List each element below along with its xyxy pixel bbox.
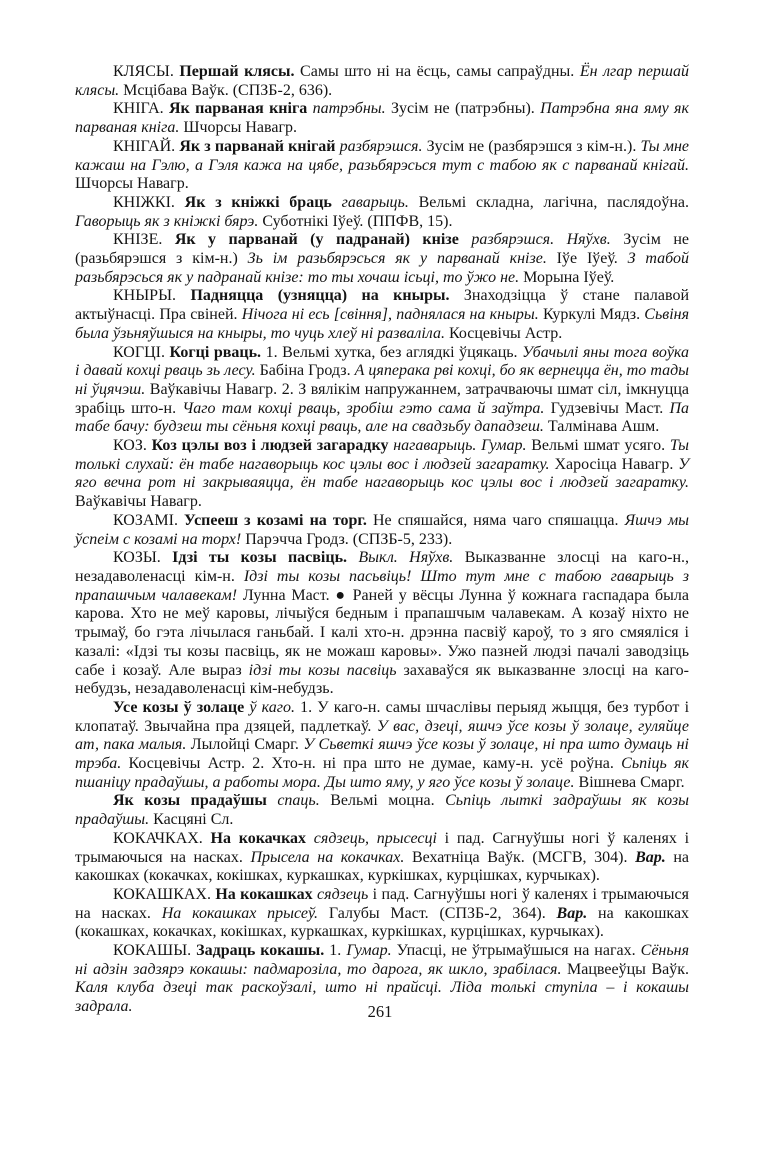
text-run: КОКАШКАХ. bbox=[113, 885, 216, 903]
text-run: Косцевічы Астр. bbox=[448, 324, 563, 342]
text-run: Морына Іўеў. bbox=[523, 268, 615, 286]
dictionary-entry bbox=[75, 512, 689, 549]
text-run: Мацвееўцы Ваўк. bbox=[567, 960, 689, 978]
dictionary-entry bbox=[75, 231, 689, 287]
text-run: Задраць кокашы. bbox=[196, 942, 330, 960]
text-run: Патрэбна яна яму як парваная кніга. bbox=[75, 100, 689, 137]
text-run: Вельмі моцна. bbox=[330, 792, 446, 810]
text-run: З табой разьбярэсься як у падранай кнізе: то ты хочаш ісьці, то ўжо не. bbox=[75, 250, 690, 286]
text-run: ідзі ты козы пасвіць bbox=[248, 661, 404, 679]
page-number: 261 bbox=[367, 1002, 393, 1021]
text-run: Каля клуба дзеці так раскоўзалі, што ні прайсці. Ліда толькі ступіла – і кокашы задрала. bbox=[75, 979, 689, 1016]
text-run: Упасці, не ўтрымаўшыся на нагах. bbox=[396, 942, 641, 960]
text-run: КНІЗЕ. bbox=[113, 231, 175, 249]
text-run: сядзець bbox=[317, 885, 373, 903]
text-run: спаць. bbox=[277, 792, 331, 810]
text-run: КОКАЧКАХ. bbox=[113, 829, 211, 847]
text-run: Ты толькі слухай: ён табе нагаворыць кос цэлы вос і людзей загаратку. bbox=[75, 437, 689, 473]
text-run: Коз цэлы воз і людзей загарадку bbox=[151, 437, 394, 455]
text-run: Мсцібава Ваўк. (СПЗБ-2, 636). bbox=[123, 81, 333, 99]
text-run: Касцяні Сл. bbox=[153, 811, 234, 829]
text-run: Чаго там кохці рваць, зробіш гэто сама й заўтра. bbox=[182, 399, 551, 417]
text-run: Ваўкавічы Навагр. 2. З вялікім напружаннем, затрачваючы шмат сіл, імкнуцца зрабіць што-н. bbox=[75, 380, 690, 417]
dictionary-entry bbox=[75, 830, 689, 886]
text-run: Як з кніжкі браць bbox=[184, 193, 342, 211]
text-run: Сьвіня была ўзьняўшыся на кныры, то чуць хлеў ні разваліла. bbox=[75, 306, 690, 342]
text-run: Убачылі яны тога воўка і давай кохці рваць зь лесу. bbox=[75, 343, 690, 380]
text-run: Як парваная кніга bbox=[168, 100, 313, 118]
text-run: Вар. bbox=[635, 848, 674, 866]
text-run: Галубы Маст. (СПЗБ-2, 364). bbox=[328, 904, 557, 922]
text-run: захаваўся як выказванне злосці на каго-небудзь, незадаволенасці кім-небудзь. bbox=[75, 661, 690, 698]
text-run: Вішнева Смарг. bbox=[578, 773, 685, 791]
text-run: КОЗ. bbox=[113, 437, 152, 455]
dictionary-entry bbox=[75, 549, 689, 699]
text-block bbox=[75, 63, 689, 1017]
dictionary-entry bbox=[75, 287, 689, 343]
text-run: Лылойці Смарг. bbox=[190, 736, 304, 754]
text-run: Зь ім разьбярэсься як у парванай кнізе. bbox=[247, 250, 557, 268]
text-run: разбярэшся. bbox=[339, 137, 427, 155]
text-run: Шчорсы Навагр. bbox=[75, 175, 189, 193]
text-run: Сьпіць як пшаніцу прадаўшы, а работы мора. Ды што яму, у яго ўсе козы ў золаце. bbox=[75, 755, 690, 791]
text-run: Шчорсы Навагр. bbox=[183, 119, 298, 137]
text-run: Косцевічы Астр. 2. Хто-н. ні пра што не думае, каму-н. усё роўна. bbox=[128, 755, 622, 773]
text-run: У яго вечна рот ні закрываяцца, ён табе нагаворыць кос цэлы вос і людзей загаратку. bbox=[75, 455, 690, 492]
text-run: Вельмі складна, лагічна, паслядоўна. bbox=[418, 193, 690, 211]
text-run: КЛЯСЫ. bbox=[113, 63, 180, 80]
text-run: А цяперака рві кохці, бо як вернецца ён, то тады ні ўцячэш. bbox=[75, 362, 690, 398]
text-run: Вельмі шмат усяго. bbox=[531, 437, 670, 455]
text-run: Як з парванай кнігай bbox=[179, 137, 340, 155]
text-run: нагаварыць. Гумар. bbox=[393, 437, 532, 455]
text-run: КНЫРЫ. bbox=[113, 287, 191, 305]
text-run: Не спяшайся, няма чаго спяшацца. bbox=[372, 511, 625, 529]
text-run: На кокачках bbox=[210, 829, 314, 847]
text-run: Ваўкавічы Навагр. bbox=[75, 493, 202, 511]
text-run: На кокашках прысеў. bbox=[161, 904, 329, 922]
text-run: Зусім не (патрэбны). bbox=[390, 100, 541, 118]
text-run: Падняцца (узняцца) на кныры. bbox=[190, 287, 464, 305]
text-run: КОЗЫ. bbox=[113, 549, 173, 567]
text-run: Зусім не (разбярэшся з кім-н.). bbox=[426, 137, 641, 155]
dictionary-entry bbox=[75, 63, 689, 100]
dictionary-entry bbox=[75, 194, 689, 231]
text-run: Гудзевічы Маст. bbox=[550, 399, 670, 417]
dictionary-entry bbox=[75, 138, 689, 194]
dictionary-entry bbox=[75, 437, 689, 512]
text-run: Парэчча Гродз. (СПЗБ-5, 233). bbox=[245, 530, 453, 548]
text-run: Выкл. Няўхв. bbox=[358, 549, 465, 567]
text-run: Когці рваць. bbox=[169, 343, 266, 361]
text-run: Першай клясы. bbox=[179, 63, 301, 80]
text-run: КОЗАМІ. bbox=[113, 511, 185, 529]
text-run: і пад. Сагнуўшы ногі ў каленях і трымаючыся на насках. bbox=[75, 829, 690, 866]
text-run: КНІГА. bbox=[113, 100, 169, 118]
text-run: 1. Вельмі хутка, без аглядкі ўцякаць. bbox=[265, 343, 523, 361]
text-run: Ты мне кажаш на Гэлю, а Гэля кажа на цябе, разьбярэсься тут с табою як с парванай кнігай. bbox=[75, 137, 690, 174]
text-run: КОКАШЫ. bbox=[113, 942, 197, 960]
dictionary-entry bbox=[75, 699, 689, 793]
dictionary-entry bbox=[75, 344, 689, 438]
text-run: Вар. bbox=[556, 904, 599, 922]
text-run: Нічога ні есь [свіння], паднялася на кныры. bbox=[241, 306, 543, 324]
text-run: Харосіца Навагр. bbox=[554, 455, 679, 473]
text-run: Сьпіць лыткі задраўшы як козы прадаўшы. bbox=[75, 792, 689, 829]
text-run: і пад. Сагнуўшы ногі ў каленях і трымаючыся на насках. bbox=[75, 885, 689, 922]
text-run: Ён лгар першай клясы. bbox=[75, 63, 689, 99]
text-run: Усе козы ў золаце bbox=[113, 698, 250, 716]
text-run: Выказванне злосці на каго-н., незадаволенасці кім-н. bbox=[75, 549, 690, 585]
text-run: сядзець, прысесці bbox=[313, 829, 445, 847]
text-run: У Сьветкі яшчэ ўсе козы ў золаце, ні пра што думаць ні трэба. bbox=[75, 736, 689, 773]
text-run: на какошках (кокачках, кокішках, куркашках, куркішках, курцішках, курчыках). bbox=[75, 848, 689, 885]
text-run: 1. У каго-н. самы шчаслівы перыяд жыцця, без турбот і клопатаў. Звычайна пра дзяцей, падлеткаў. bbox=[75, 698, 690, 735]
text-run: 1. bbox=[329, 942, 347, 960]
text-run: Па табе бачу: будзеш ты сёньня кохці рваць, але на свадзьбу дападзеш. bbox=[75, 399, 690, 436]
text-run: У вас, дзеці, яшчэ ўсе козы ў золаце, гуляйце ат, пака малыя. bbox=[75, 717, 689, 754]
text-run: Знаходзіцца ў стане палавой актыўнасці. Пра свіней. bbox=[75, 287, 690, 324]
text-run: Вехатніца Ваўк. (МСГВ, 304). bbox=[411, 848, 636, 866]
text-run: Ідзі ты козы пасвіць. bbox=[172, 549, 359, 567]
dictionary-entry bbox=[75, 886, 689, 942]
text-run: Талмінава Ашм. bbox=[547, 418, 660, 436]
text-run: Самы што ні на ёсць, самы сапраўдны. bbox=[300, 63, 580, 80]
text-run: Яшчэ мы ўспеім с козамі на торх! bbox=[75, 511, 690, 548]
text-run: на какошках (кокашках, кокачках, кокішках, куркашках, куркішках, курцішках, курчыках). bbox=[75, 904, 690, 941]
text-run: Як козы прадаўшы bbox=[113, 792, 278, 810]
text-run: Зусім не (разьбярэшся з кім-н.) bbox=[75, 231, 690, 268]
text-run: Прысела на кокачках. bbox=[250, 848, 412, 866]
text-run: На кокашках bbox=[215, 885, 318, 903]
text-run: разбярэшся. Няўхв. bbox=[471, 231, 624, 249]
text-run: Успееш з козамі на торг. bbox=[184, 511, 373, 529]
text-run: ў каго. bbox=[249, 698, 301, 716]
text-run: Гаворыць як з кніжкі бярэ. bbox=[75, 212, 263, 230]
text-run: КОГЦІ. bbox=[113, 343, 170, 361]
text-run: КНІЖКІ. bbox=[113, 193, 185, 211]
text-run: патрэбны. bbox=[312, 100, 391, 118]
text-run: КНІГАЙ. bbox=[113, 137, 180, 155]
text-run: Сёньня ні адзін задзярэ кокашы: падмарозіла, то дарога, як шкло, зрабілася. bbox=[75, 942, 690, 978]
text-run: гаварыць. bbox=[341, 193, 419, 211]
text-run: Суботнікі Іўеў. (ППФВ, 15). bbox=[262, 212, 453, 230]
dictionary-entry bbox=[75, 100, 689, 137]
dictionary-entry bbox=[75, 792, 689, 829]
text-run: Лунна Маст. ● Раней у вёсцы Лунна ў кожнага гаспадара была карова. Хто не меў каровы, лічыўся бедным і прапашчым чалавекам. А козаў ніхто не трымаў, бо гэта лічылася ганьбай. І калі хто-н. дрэнна пасвіў кароў, то з яго смяяліся і казалі: «Ідзі ты козы пасвіць, як не можаш каровы». Ужо пазней людзі пачалі заводзіць сабе і козаў. Але выраз bbox=[75, 586, 690, 679]
text-run: Бабіна Гродз. bbox=[259, 362, 355, 380]
text-run: Іўе Іўеў. bbox=[556, 250, 628, 268]
text-run: Гумар. bbox=[346, 942, 397, 960]
text-run: Як у парванай (у падранай) кнізе bbox=[174, 231, 472, 249]
text-run: Ідзі ты козы пасьвіць! Што тут мне с табою гаварыць з прапашчым чалавекам! bbox=[75, 567, 689, 604]
text-run: Куркулі Мядз. bbox=[542, 306, 645, 324]
